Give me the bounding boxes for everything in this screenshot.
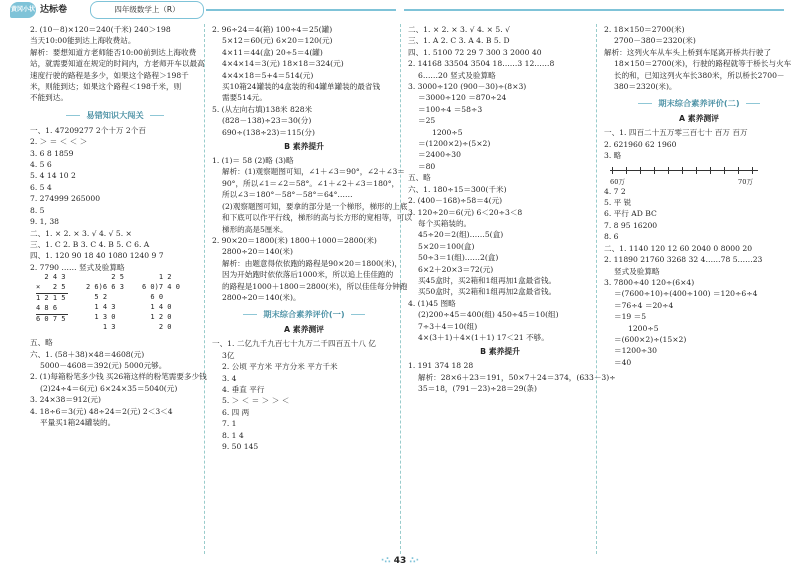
number-line-tick xyxy=(654,167,655,174)
answer-line: 二、1. 1140 120 12 60 2040 0 8000 20 xyxy=(604,243,753,253)
answer-line: 解析：要想知道方老师能否10:00前到达上海收费 xyxy=(30,47,197,57)
answer-line: ＝80 xyxy=(418,161,436,171)
answer-line: 5. ＞ ＜ ＝ ＞ ＞ ＜ xyxy=(222,396,290,406)
answer-line: 3. 24×38＝912(元) xyxy=(30,395,101,405)
calc-row: 2 5 xyxy=(86,273,124,282)
answer-line: 解析：28×6＋23＝191，50×7＋24＝374，(633－3)÷ xyxy=(418,372,616,382)
answer-line: 690÷(138÷23)＝115(分) xyxy=(222,127,315,137)
answer-line: 4. 7 2 xyxy=(604,186,626,196)
number-line-tick xyxy=(752,167,753,174)
answer-line: ＝(600×2)÷(15×2) xyxy=(614,334,687,344)
grade-banner: 四年级数学上（R） xyxy=(90,1,204,19)
answer-line: 2. 621960 62 1960 xyxy=(604,139,677,149)
answer-line: 8. 1 4 xyxy=(222,430,244,440)
answer-line: 3. 略 xyxy=(604,151,622,161)
answer-line: ＝1200÷30 xyxy=(614,346,657,356)
answer-line: 1. 191 374 18 28 xyxy=(408,361,474,371)
column-1 xyxy=(30,24,207,580)
answer-line: 2. (1)每箱粉笔多少钱 买26箱这样的粉笔需要多少钱 xyxy=(30,372,207,382)
answer-line: 3. 3000÷120 (900－30)÷(8×3) xyxy=(408,82,527,92)
answer-line: 18×150＝2700(米)，行驶的路程就等于桥长与火车 xyxy=(614,59,792,69)
answer-line: 需要514元。 xyxy=(222,93,267,103)
answer-line: ＝25 xyxy=(418,116,436,126)
number-line-tick xyxy=(696,167,697,174)
answer-line: 4. (1)45 图略 xyxy=(408,298,456,308)
answer-line: 4×4×18＝5+4＝514(元) xyxy=(222,70,314,80)
number-line-tick xyxy=(612,167,613,174)
answer-line: 五、略 xyxy=(408,173,431,183)
answer-line: 7. 8 95 16200 xyxy=(604,220,658,230)
answer-line: 不能到达。 xyxy=(30,93,68,103)
calc-row: 6 0 7 5 xyxy=(36,315,66,324)
answer-line: 4×11＝44(盒) 20÷5＝4(罐) xyxy=(222,47,323,57)
answer-line: 2. (10－8)×120＝240(千米) 240＞198 xyxy=(30,25,171,34)
answer-line: 8. 5 xyxy=(30,205,45,215)
section-title: 期末综合素养评价(二) xyxy=(604,98,794,109)
answer-line: ＝100÷4 ＝58÷3 xyxy=(418,104,483,114)
number-line-tick xyxy=(710,167,711,174)
answer-line: 5×20＝100(盒) xyxy=(418,241,475,251)
answer-line: 三、1. A 2. C 3. A 4. B 5. D xyxy=(408,36,510,46)
answer-line: 7÷3＋4＝10(组) xyxy=(418,321,478,331)
answer-line: 四、1. 120 90 18 40 1080 1240 9 7 xyxy=(30,251,164,261)
brand-title: 达标卷 xyxy=(40,5,68,15)
vertical-calculations xyxy=(30,273,200,337)
answer-line: 5000－4608＝392(元) 5000元够。 xyxy=(40,360,167,370)
answer-line: 和下底可以作平行线，梯形的高与长方形的宽相等，可以 xyxy=(222,213,412,223)
answer-line: 90°，所以∠1＝∠2＝58°。∠1＋∠2＋∠3＝180°， xyxy=(222,178,400,188)
subsection-title: B 素养提升 xyxy=(480,347,520,357)
header-rule-right xyxy=(404,9,784,11)
answer-line: 竖式及验算略 xyxy=(614,266,660,276)
answer-line: 2. 18×150＝2700(米) xyxy=(604,25,685,34)
answer-line: 长的和，已知这列火车长380米，所以桥长2700－ xyxy=(614,70,785,80)
answer-line: 因为开始跑时依依落后1000米，所以追上佳佳跑的 xyxy=(222,270,394,280)
answer-line: 每个买箱装的。 xyxy=(418,218,472,228)
answer-line: 3. 120÷20＝6(元) 6＜20÷3＜8 xyxy=(408,207,523,217)
number-line-label: 60万 xyxy=(610,177,625,186)
answer-line: 35＝18，(791－23)÷28＝29(条) xyxy=(418,384,537,394)
section-title: 易错知识大闯关 xyxy=(30,110,200,121)
calc-row: 6 0)7 4 0 xyxy=(142,283,180,292)
calc-row: × 2 5 xyxy=(36,283,66,292)
answer-line: 买45盒时，买2箱和1组再加1盒最省钱。 xyxy=(418,275,557,285)
page-number: ·∴ 43 ∴· xyxy=(380,556,420,566)
calc-row: 2 0 xyxy=(142,323,172,332)
answer-line: 解析：这列火车从车头上桥到车尾离开桥共行驶了 xyxy=(604,47,772,57)
answer-line: 5. (从左向右填)138米 828米 xyxy=(212,104,313,114)
answer-line: 7. 274999 265000 xyxy=(30,194,101,204)
answer-line: 2800÷20＝140(米) xyxy=(222,247,293,257)
answer-line: 一、1. 47209277 2个十万 2个百 xyxy=(30,125,146,135)
answer-line: ＝(7600÷10)÷(400÷100) ＝120÷6÷4 xyxy=(614,289,758,299)
answer-line: 一、1. 四百二十五万零三百七十 百万 百万 xyxy=(604,128,748,138)
answer-line: 2700－380＝2320(米) xyxy=(614,36,696,46)
calc-row: 1 3 0 xyxy=(86,313,116,322)
answer-line: 梯形的高是5厘米。 xyxy=(222,224,288,234)
calc-row: 4 8 6 xyxy=(36,304,58,313)
answer-line: 速度行驶的路程是多少，如果这个路程＞198千 xyxy=(30,70,189,80)
col1-bottom xyxy=(30,337,207,428)
answer-line: 2. 公顷 平方米 平方分米 平方千米 xyxy=(222,362,338,372)
col1-mid xyxy=(30,125,200,273)
answer-line: 1200÷5 xyxy=(628,323,659,333)
answer-line: 2. ＞ ＝ ＜ ＜ ＞ xyxy=(30,137,88,147)
answer-line: 平量买1箱24罐装的。 xyxy=(40,417,116,427)
calc-row: 5 2 xyxy=(86,293,108,302)
subsection-title: B 素养提升 xyxy=(284,142,324,152)
answer-line: 7. 1 xyxy=(222,419,237,429)
number-line xyxy=(610,164,760,186)
answer-line: 的路程是1000＋1800＝2800(米)，所以佳佳每分钟跑 xyxy=(222,281,408,291)
col1-top xyxy=(30,24,205,104)
calc-row: 1 2 1 5 xyxy=(36,294,66,303)
column-4 xyxy=(604,24,794,580)
number-line-tick xyxy=(682,167,683,174)
answer-line: 3. 7800÷40 120÷(6×4) xyxy=(604,277,695,287)
number-line-tick xyxy=(738,167,739,174)
answer-line: 米，则能到达；如果这个路程＜198千米，则 xyxy=(30,82,182,92)
answer-line: 2800÷20＝140(米)。 xyxy=(222,292,301,302)
logo-badge: 黄冈小状元 xyxy=(10,2,36,18)
calc-row: 1 3 xyxy=(86,323,116,332)
answer-line: 6. 四 两 xyxy=(222,407,250,417)
calc-row: 1 2 xyxy=(142,273,172,282)
number-line-tick xyxy=(724,167,725,174)
answer-line: 3. 6 8 1859 xyxy=(30,148,74,158)
column-divider xyxy=(596,24,597,554)
answer-line: 9. 1, 38 xyxy=(30,217,59,227)
answer-line: 9. 50 145 xyxy=(222,442,259,451)
answer-line: 2. 90×20＝1800(米) 1800＋1000＝2800(米) xyxy=(212,235,377,245)
answer-line: 4×4×14＝3(元) 18×18＝324(元) xyxy=(222,59,344,69)
answer-line: 5. 4 14 10 2 xyxy=(30,171,76,181)
answer-line: 6×2＋20×3＝72(元) xyxy=(418,264,494,274)
answer-line: 8. 6 xyxy=(604,232,619,242)
calc-row: 2 4 3 xyxy=(36,273,66,282)
answer-line: 二、1. × 2. × 3. √ 4. √ 5. × xyxy=(30,228,132,238)
answer-line: 六、1. 180÷15＝300(千米) xyxy=(408,184,507,194)
answer-line: 所以∠3＝180°－58°－58°＝64°…… xyxy=(222,190,353,200)
header-rule xyxy=(206,9,396,11)
answer-line: 站，就需要知道在规定的时间内，方老师开车以最高 xyxy=(30,59,205,69)
calc-row: 2 6)6 6 3 xyxy=(86,283,124,292)
answer-line: 6. 平行 AD BC xyxy=(604,209,657,219)
answer-line: 2. 96÷24＝4(箱) 100÷4＝25(罐) xyxy=(212,25,333,34)
answer-line: 50÷3＝1(组)……2(盒) xyxy=(418,253,499,263)
answer-line: 当天10:00能到达上海收费站。 xyxy=(30,36,136,46)
number-line-axis xyxy=(610,170,758,171)
answer-line: 2. (400－168)÷58＝4(元) xyxy=(408,196,503,206)
calc-row: 1 2 0 xyxy=(142,313,172,322)
answer-line: 2. 14168 33504 3504 18……3 12……8 xyxy=(408,59,555,69)
column-divider xyxy=(204,24,205,554)
answer-line: 1200÷5 xyxy=(432,127,463,137)
answer-line: 4. 5 6 xyxy=(30,160,52,170)
answer-line: 四、1. 5100 72 29 7 300 3 2000 40 xyxy=(408,47,542,57)
answer-line: 五、略 xyxy=(30,338,53,348)
answer-line: (2)200÷45＝400(组) 450÷45＝10(组) xyxy=(418,310,559,320)
answer-line: 1. (1)＝ 58 (2)略 (3)略 xyxy=(212,156,294,166)
answer-line: 5. 平 锐 xyxy=(604,198,632,208)
answer-line: 买50盒时，买2箱和1组再加2盒最省钱。 xyxy=(418,287,557,297)
column-2 xyxy=(212,24,412,580)
answer-line: 6. 5 4 xyxy=(30,182,52,192)
subsection-title: A 素养测评 xyxy=(284,325,324,335)
answer-line: 6……20 竖式及验算略 xyxy=(418,70,496,80)
number-line-tick xyxy=(668,167,669,174)
section-title: 期末综合素养评价(一) xyxy=(212,309,396,320)
answer-line: 380＝2320(米)。 xyxy=(614,82,677,92)
number-line-tick xyxy=(626,167,627,174)
answer-line: 4. 垂直 平行 xyxy=(222,384,265,394)
answer-line: ＝40 xyxy=(614,357,632,367)
answer-line: 一、1. 二亿九千九百七十九万二千四百五十八 亿 xyxy=(212,339,376,349)
answer-line: (2)观察题图可知，要拿的部分是一个梯形，梯形的上底 xyxy=(222,201,408,211)
calc-row: 6 0 xyxy=(142,293,164,302)
answer-line: 3. 4 xyxy=(222,373,237,383)
answer-line: 解析：由题意得依依跑的路程是90×20＝1800(米)， xyxy=(222,258,403,268)
calc-row: 1 4 0 xyxy=(142,303,172,312)
answer-line: 六、1. (58＋38)×48＝4608(元) xyxy=(30,349,145,359)
answer-line: 三、1. C 2. B 3. C 4. B 5. C 6. A xyxy=(30,239,150,249)
answer-line: 2. 7790 …… 竖式及验算略 xyxy=(30,262,125,272)
answer-line: ＝3000÷120 ＝870÷24 xyxy=(418,93,507,103)
subsection-title: A 素养测评 xyxy=(679,114,719,124)
answer-line: ＝76÷4 ＝20÷4 xyxy=(614,300,674,310)
answer-line: 2. 11890 21760 3268 32 4……78 5……23 xyxy=(604,255,763,265)
number-line-label: 70万 xyxy=(738,177,753,186)
answer-line: 二、1. × 2. × 3. √ 4. × 5. √ xyxy=(408,25,510,34)
answer-line: 4. 18÷6＝3(元) 48÷24＝2(元) 2＜3＜4 xyxy=(30,406,173,416)
answer-line: ＝(1200×2)÷(5×2) xyxy=(418,139,491,149)
answer-line: ＝2400÷30 xyxy=(418,150,461,160)
answer-line: (828－138)÷23＝30(分) xyxy=(222,116,312,126)
answer-line: 买10箱24罐装的4盒装的和4罐单罐装的最省钱 xyxy=(222,82,381,92)
answer-line: (2)24÷4＝6(元) 6×24×35＝5040(元) xyxy=(40,383,178,393)
number-line-tick xyxy=(640,167,641,174)
answer-line: 解析：(1)观察题图可知，∠1＋∠3＝90°，∠2＋∠3＝ xyxy=(222,167,405,177)
answer-line: ＝19 ＝5 xyxy=(614,312,647,322)
answer-line: 5×12＝60(元) 6×20＝120(元) xyxy=(222,36,333,46)
calc-row: 1 4 3 xyxy=(86,303,116,312)
answer-line: 3亿 xyxy=(222,350,235,360)
answer-line: 45÷20＝2(组)……5(盒) xyxy=(418,230,504,240)
answer-line: 4×(3＋1)＋4×(1＋1) 17＜21 不够。 xyxy=(418,332,549,342)
